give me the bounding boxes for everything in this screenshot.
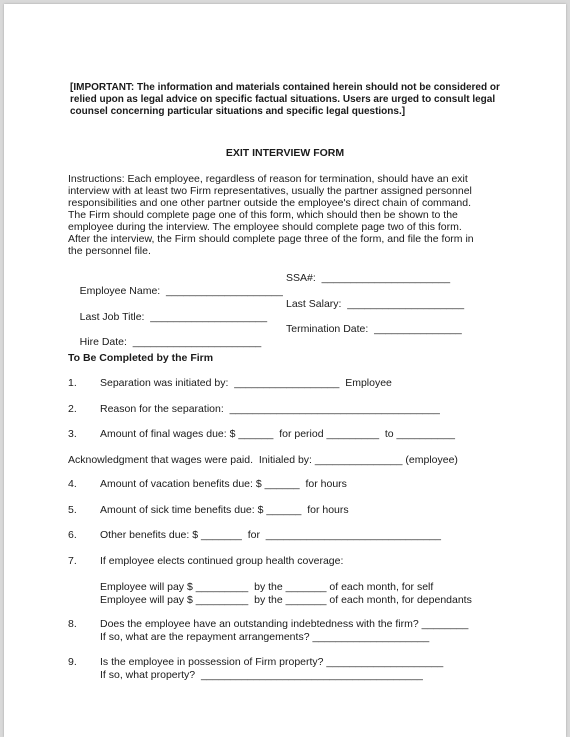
document-page [4, 4, 566, 737]
item-number: 3. [68, 428, 77, 440]
ssa-field: SSA#: ______________________ [286, 272, 451, 284]
item-detail-line: Employee will pay $ _________ by the _______ of each month, for dependants [100, 594, 472, 606]
instructions-line: The Firm should complete page one of this form, which should then be shown to the [68, 209, 458, 221]
item-text: Separation was initiated by: __________________ Employee [100, 377, 392, 389]
instructions-line: After the interview, the Firm should complete page three of the form, and file the form in [68, 233, 474, 245]
item9-detail [68, 669, 518, 708]
last-salary-field: Last Salary: ____________________ [286, 298, 465, 310]
item-number: 5. [68, 504, 77, 516]
item-text: Reason for the separation: ____________________________________ [100, 403, 440, 415]
item-number: 1. [68, 377, 77, 389]
last-job-title-field: Last Job Title: ____________________ [79, 311, 268, 323]
item-number: 7. [68, 555, 77, 567]
acknowledgment-line: Acknowledgment that wages were paid. Initialed by: _______________ (employee) [68, 454, 458, 466]
item-text: Other benefits due: $ _______ for ______________________________ [100, 529, 441, 541]
item-text: Is the employee in possession of Firm property? ____________________ [100, 656, 444, 668]
item-number: 6. [68, 529, 77, 541]
section-heading: To Be Completed by the Firm [68, 352, 214, 364]
legal-notice: [IMPORTANT: The information and materials contained herein should not be considered or relied upon as legal advice on specific factual situations. Users are urged to consult legal counsel concerning particular situations and specific legal questions.] [70, 82, 500, 117]
item-number: 9. [68, 656, 77, 668]
item-text: Amount of vacation benefits due: $ ______ for hours [100, 478, 347, 490]
form-title: EXIT INTERVIEW FORM [225, 147, 345, 159]
item-number: 4. [68, 478, 77, 490]
instructions [68, 173, 514, 257]
item-detail-line: If so, what are the repayment arrangements? ____________________ [100, 631, 430, 643]
instructions-line: the personnel file. [68, 245, 151, 257]
instructions-line: interview with at least two Firm representatives, usually the partner assigned personnel [68, 185, 472, 197]
item-text: If employee elects continued group health coverage: [100, 555, 344, 567]
termination-date-field: Termination Date: _______________ [286, 323, 462, 335]
item-detail-line: Employee will pay $ _________ by the _______ of each month, for self [100, 581, 434, 593]
field-row [68, 323, 518, 375]
item-text: Amount of final wages due: $ ______ for period _________ to __________ [100, 428, 455, 440]
instructions-line: responsibilities and one other partner outside the employee's direct chain of command. [68, 197, 471, 209]
item-number: 8. [68, 618, 77, 630]
item-text: Amount of sick time benefits due: $ ______ for hours [100, 504, 349, 516]
employee-name-field: Employee Name: ____________________ [79, 285, 283, 297]
item-detail-line: If so, what property? ______________________________________ [100, 669, 423, 681]
hire-date-field: Hire Date: ______________________ [79, 336, 262, 348]
item-text: Does the employee have an outstanding indebtedness with the firm? ________ [100, 618, 469, 630]
item-number: 2. [68, 403, 77, 415]
instructions-line: employee during the interview. The employee should complete page two of this form. [68, 221, 462, 233]
instructions-line: Instructions: Each employee, regardless of reason for termination, should have an exit [68, 173, 468, 185]
